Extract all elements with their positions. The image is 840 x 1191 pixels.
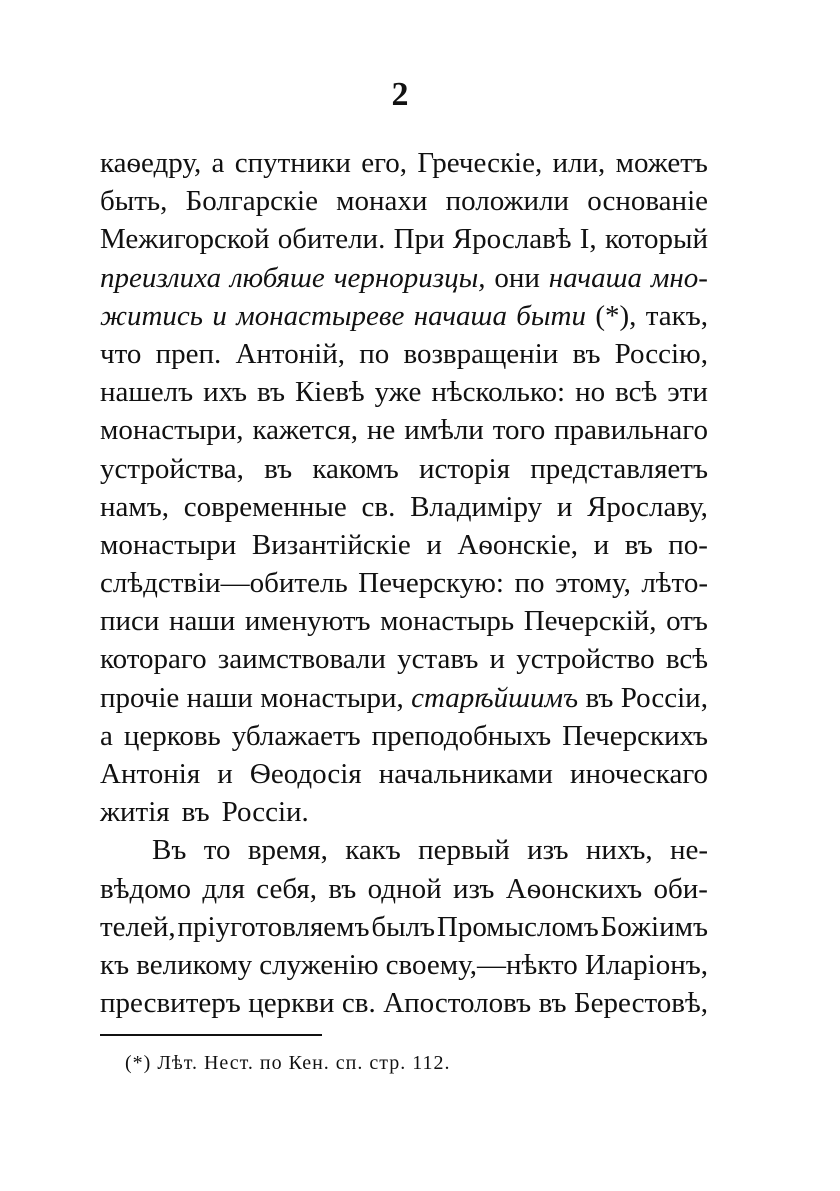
word: ихъ [203,376,247,409]
text-line [100,831,708,869]
word: житія [100,796,170,829]
word: не- [669,834,708,867]
word: уставъ [397,643,479,676]
word: возвращеніи [403,337,559,370]
word: мно- [650,261,708,294]
text-line [100,450,708,488]
word: къ [100,948,130,981]
word: (*), [595,299,637,332]
word: монастыри, [260,681,404,714]
word: Печерскую: [358,567,504,600]
word: заимствовали [217,643,386,676]
word: намъ, [100,490,169,523]
word: прочіе [100,681,180,714]
word: устройство [516,643,655,676]
word: пресвитеръ [100,987,241,1020]
text-line [100,182,708,220]
word: представляетъ [530,452,708,485]
word: и [489,643,506,676]
word: того [492,414,546,447]
word: телей, [100,910,176,943]
word: пріуготовляемъ [177,910,370,943]
text-line [100,717,708,755]
text-line [100,679,708,717]
word: изъ [527,834,569,867]
word: своему,—нѣкто [385,948,578,981]
word: по- [668,528,708,561]
word: Россіи. [221,796,309,829]
word: Берестовѣ, [574,987,708,1020]
word: этому, [554,567,631,600]
word: Владиміру [410,490,543,523]
word: Ѳеодосія [249,758,362,790]
word: При [393,223,445,256]
word: житись [100,299,203,332]
word: вѣдомо [100,872,191,905]
word: одной [367,872,442,905]
word: что [100,337,142,370]
word: былъ [371,910,436,943]
word: по [359,337,390,370]
word: не [366,414,396,447]
word: служенію [259,948,379,981]
word: черноризцы, [333,261,486,294]
word: который [604,223,708,256]
word: современные [183,490,347,523]
word: Ярославѣ [452,223,572,256]
word: Аѳонскіе, [457,528,579,561]
word: по [514,567,545,600]
word: отъ [666,605,708,638]
word: великому [136,948,253,981]
text-line [100,411,708,449]
word: каѳедру, [100,147,202,179]
word: монастырь [380,605,515,638]
word: преподобныхъ [371,719,552,752]
word: и [593,528,610,561]
word: св. [341,987,376,1020]
word: время, [247,834,328,867]
word: то [203,834,231,867]
word: изъ [452,872,495,905]
text-line [100,755,708,793]
word: иноческаго [569,758,708,790]
word: старѣйшимъ [411,681,579,714]
word: быти [516,299,586,332]
word: или, [552,147,606,179]
word: наши [169,605,236,638]
text-line [100,526,708,564]
word: нѣсколько: [431,376,566,409]
word: эти [667,376,708,409]
word: устройства, [100,452,244,485]
word: всѣ [615,376,658,409]
text-line [100,335,708,373]
word: и [212,299,227,332]
word: именуютъ [244,605,371,638]
word: въ [328,872,357,905]
word: писи [100,605,160,638]
word: Болгарскіе [185,185,318,218]
word: въ [538,987,567,1020]
word: нихъ, [585,834,653,867]
word: преизлиха [100,261,222,294]
text-line [100,488,708,526]
text-line [100,297,708,335]
word: начальниками [378,758,553,790]
word: монастыри, [100,414,244,447]
text-line [100,220,708,258]
word: въ [572,337,601,370]
word: уже [374,376,422,409]
word: наши [186,681,253,714]
word: какомъ [312,452,399,485]
word: обители. [277,223,386,256]
word: въ [181,796,210,829]
word: въ [256,376,285,409]
text-line [100,373,708,411]
word: лѣто- [641,567,708,600]
word: первый [418,834,510,867]
text-line [100,259,708,297]
word: Печерскихъ [562,719,708,752]
word: Антонія [100,758,201,790]
word: Божіимъ [600,910,708,943]
word: Кіевѣ [294,376,365,409]
word: котораго [100,643,207,676]
word: Ярославу, [587,490,708,523]
paragraph [100,831,708,1022]
word: любяше [229,261,325,294]
word: такъ, [645,299,708,332]
word: I, [579,223,597,256]
word: Промысломъ [436,910,599,943]
word: исторія [418,452,511,485]
word: нашелъ [100,376,194,409]
word: Печерскій, [523,605,657,638]
word: и [556,490,573,523]
body-text [100,144,708,1022]
word: какъ [345,834,401,867]
footnote-divider [100,1034,322,1036]
text-line [100,946,708,984]
word: Россіи, [620,681,708,714]
word: слѣдствіи—обитель [100,567,348,600]
word: быть, [100,185,168,218]
word: Въ [152,834,187,867]
word: начаша [413,299,507,332]
word: себя, [256,872,317,905]
word: но [575,376,606,409]
word: положили [445,185,570,218]
text-line [100,640,708,678]
word: а [100,719,113,752]
word: и [426,528,442,561]
text-line [100,602,708,640]
text-line [100,793,708,831]
word: основаніе [587,185,708,218]
word: имѣли [404,414,484,447]
word: правильнаго [554,414,708,447]
text-line [100,984,708,1022]
word: монахи [336,185,428,218]
page-number: 2 [391,76,409,113]
word: монастыреве [236,299,405,332]
word: Россію, [614,337,708,370]
word: для [202,872,245,905]
word: спутники [234,147,351,179]
word: ублажаетъ [231,719,361,752]
word: оби- [653,872,708,905]
word: и [217,758,233,790]
word: церкви [248,987,335,1020]
paragraph [100,144,708,831]
word: въ [585,681,614,714]
text-line [100,908,708,946]
word: можетъ [615,147,708,179]
text-line [100,564,708,602]
word: Межигорской [100,223,270,256]
word: а [211,147,225,179]
word: всѣ [665,643,708,676]
word: монастыри [100,528,237,561]
word: они [494,261,540,294]
text-line [100,144,708,182]
word: Иларіонъ, [584,948,708,981]
word: кажется, [252,414,358,447]
text-line [100,870,708,908]
word: Византійскіе [251,528,411,561]
word: Апостоловъ [383,987,532,1020]
word: въ [624,528,653,561]
word: начаша [548,261,643,294]
word: церковь [123,719,221,752]
footnote: (*) Лѣт. Нест. по Кен. сп. стр. 112. [125,1052,451,1074]
word: Греческіе, [417,147,543,179]
word: въ [264,452,293,485]
word: Аѳонскихъ [505,872,643,905]
word: св. [361,490,396,523]
word: Антоній, [235,337,346,370]
word: преп. [155,337,222,370]
word: его, [361,147,408,179]
